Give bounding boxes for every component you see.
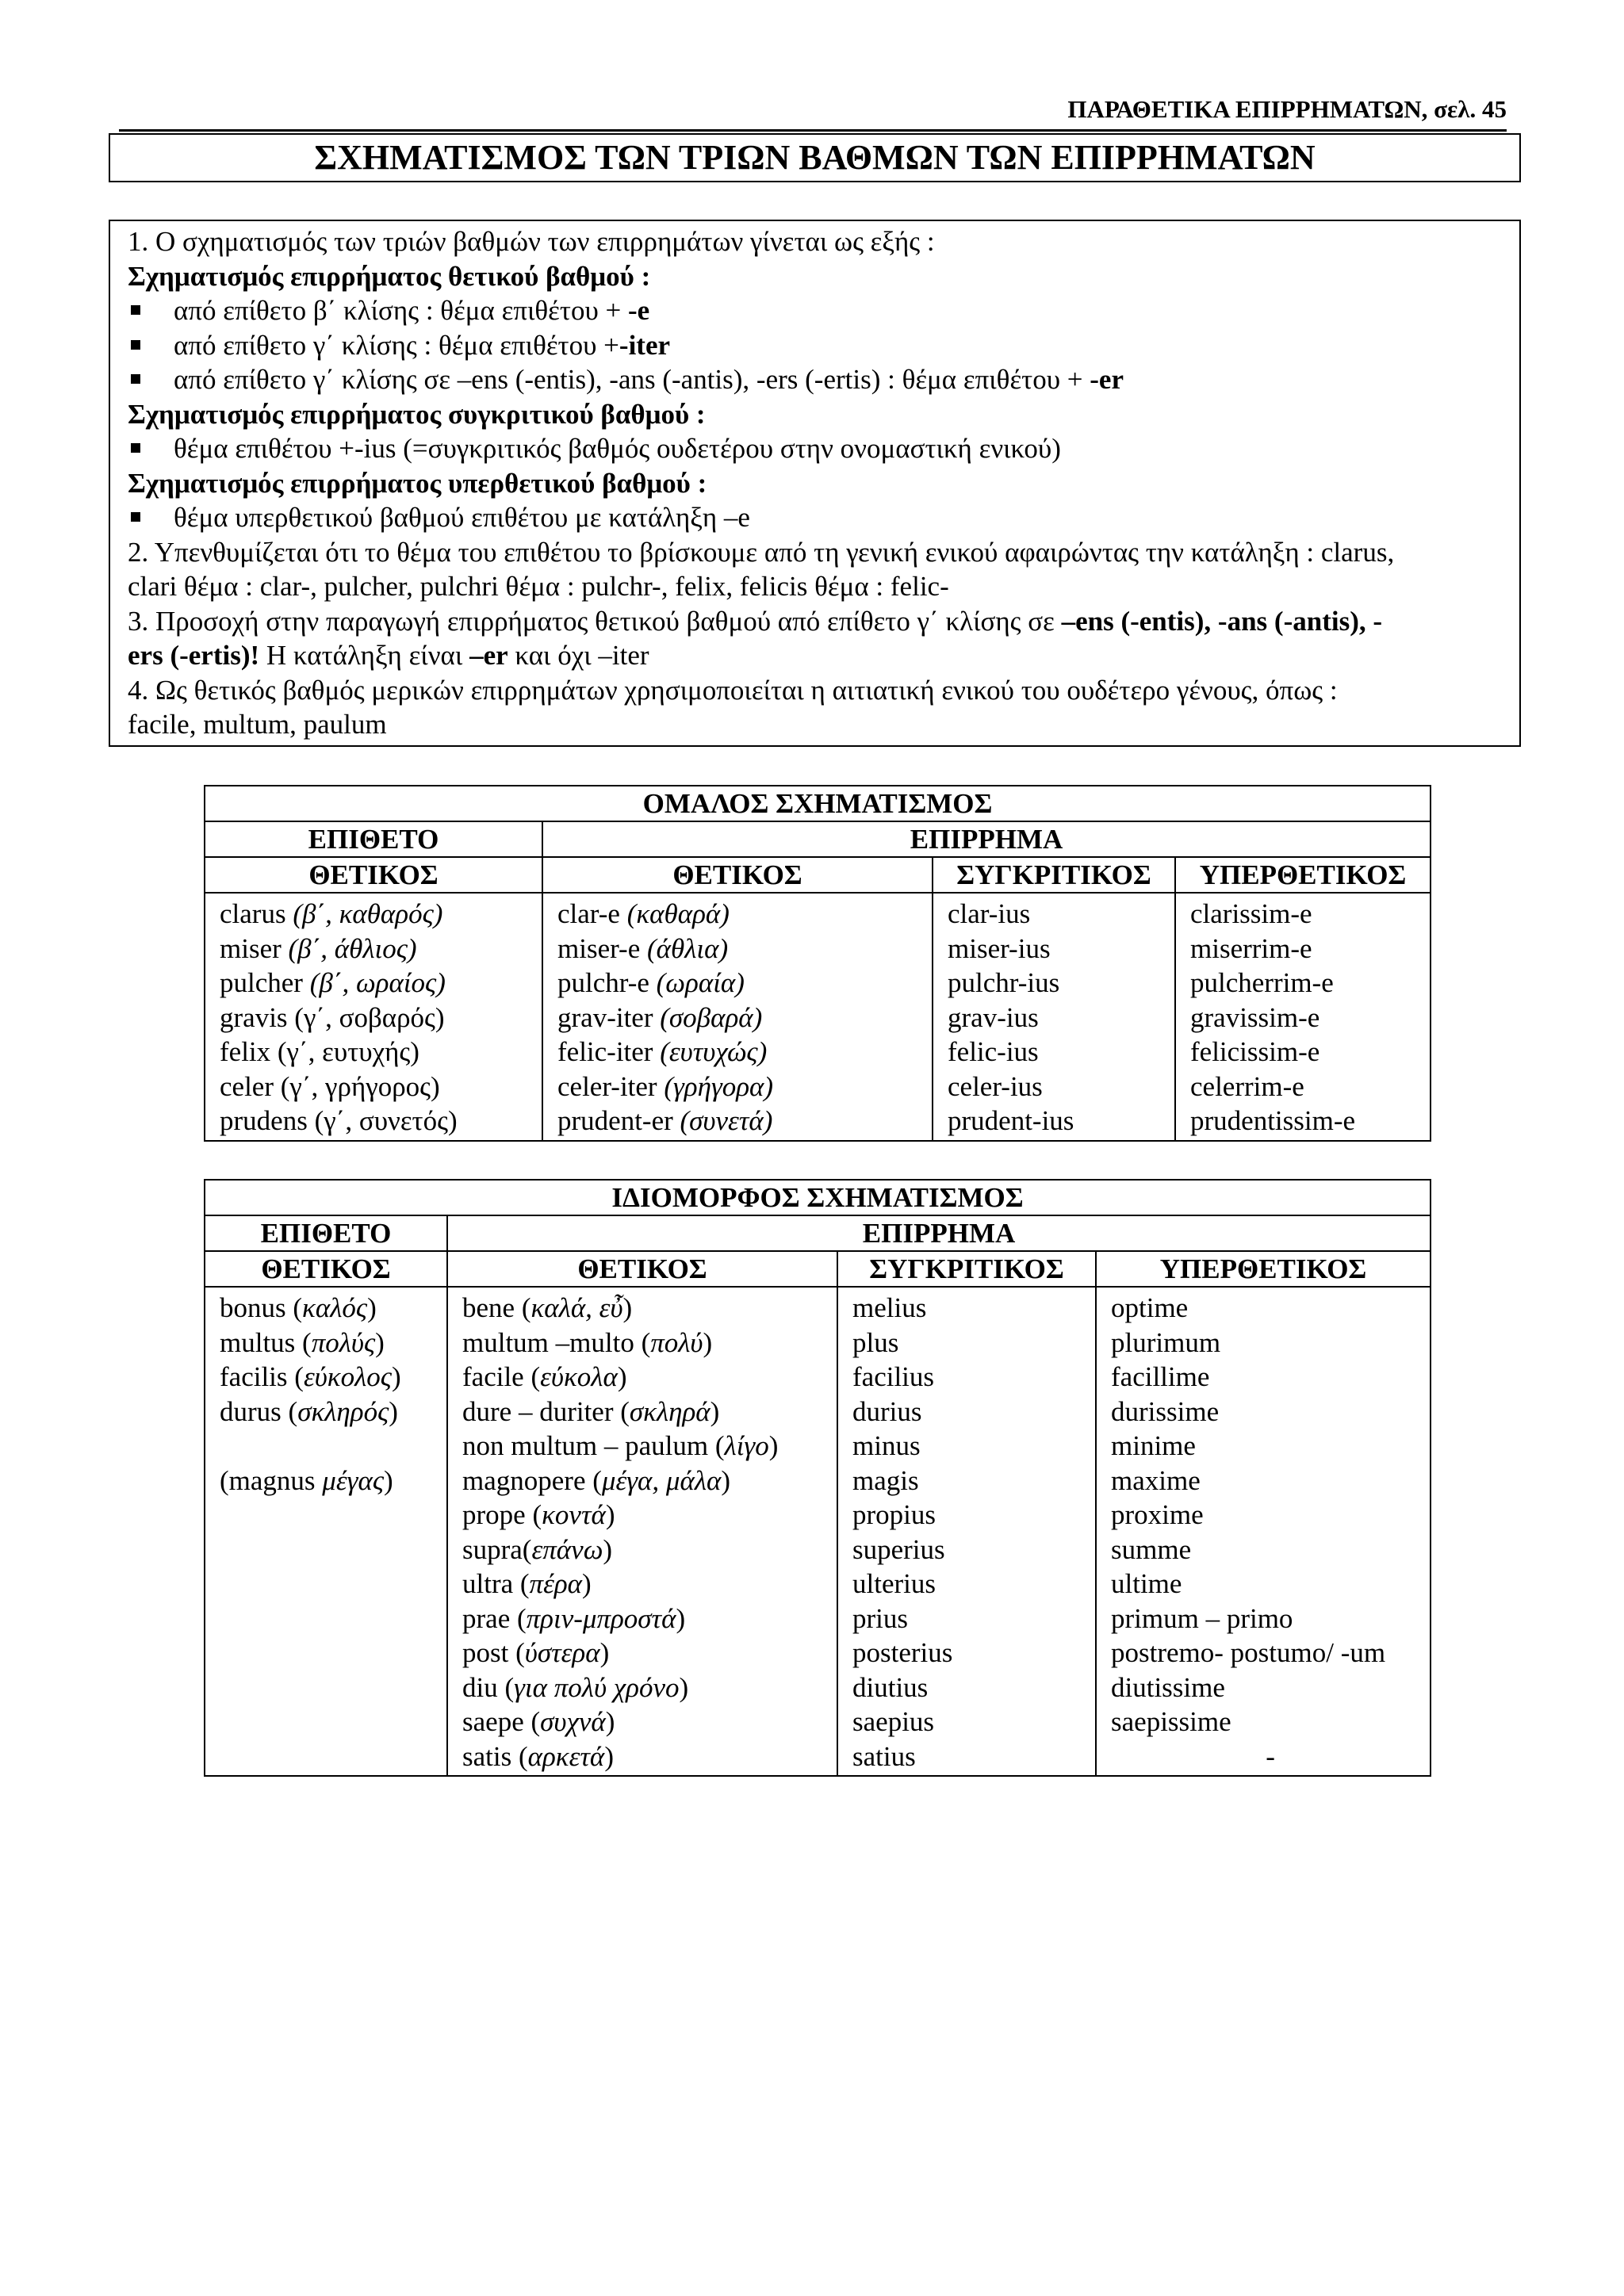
comparative-word: propius: [852, 1499, 936, 1530]
comparative-word: ulterius: [852, 1568, 936, 1599]
column-header: ΘΕΤΙΚΟΣ: [205, 857, 542, 893]
superlative-cell: [1111, 1326, 1430, 1360]
positive-paren: ): [768, 1430, 779, 1461]
comparative-cell: [852, 1601, 1095, 1636]
superlative-word: pulcherrim-e: [1190, 967, 1334, 998]
bullet-square-icon: [131, 374, 140, 384]
positive-cell: [557, 1104, 932, 1138]
comparative-word: superius: [852, 1533, 945, 1565]
positive-cell: [462, 1739, 837, 1774]
positive-word: pulchr-e: [557, 967, 649, 998]
positive-gloss: (συνετά): [680, 1105, 773, 1136]
superlative-cell: [1111, 1601, 1430, 1636]
superlative-word: ultime: [1111, 1568, 1182, 1599]
adjective-gloss: σκληρός: [297, 1395, 389, 1427]
column-header: ΥΠΕΡΘΕΤΙΚΟΣ: [1096, 1251, 1431, 1287]
adjective-word: multus (: [220, 1326, 312, 1358]
irregular-formation-table: [204, 1179, 1431, 1777]
positive-gloss: (ευτυχώς): [660, 1036, 768, 1067]
positive-column: [447, 1287, 837, 1776]
comparative-word: posterius: [852, 1637, 953, 1668]
positive-word: grav-iter: [557, 1001, 653, 1033]
adjective-cell: [220, 1360, 446, 1395]
positive-paren: ): [721, 1464, 731, 1496]
adjective-cell: [220, 1429, 446, 1464]
positive-paren: ): [622, 1292, 633, 1323]
superlative-cell: [1111, 1705, 1430, 1739]
superlative-cell: [1111, 1670, 1430, 1705]
superlative-column: [1175, 893, 1431, 1141]
adjective-gloss: (γ΄, γρήγορος): [280, 1070, 440, 1102]
superlative-cell: [1111, 1739, 1430, 1774]
superlative-cell: [1111, 1636, 1430, 1670]
positive-cell: [557, 1001, 932, 1035]
comparative-word: celer-ius: [948, 1070, 1043, 1102]
adjective-cell: [220, 932, 542, 966]
positive-bullet-1: από επίθετο β΄ κλίσης : θέμα επιθέτου + -e: [128, 293, 1503, 328]
adjective-cell: [220, 1670, 446, 1705]
superlative-column: [1096, 1287, 1431, 1776]
superlative-word: prudentissim-e: [1190, 1105, 1356, 1136]
column-header: ΘΕΤΙΚΟΣ: [205, 1251, 447, 1287]
positive-word: post (: [462, 1637, 525, 1668]
positive-gloss: για πολύ χρόνο: [514, 1671, 680, 1703]
comparative-cell: [852, 1705, 1095, 1739]
adjective-word: celer: [220, 1070, 274, 1102]
comparative-word: saepius: [852, 1706, 935, 1737]
comparative-word: plus: [852, 1326, 899, 1358]
rule-3a: 3. Προσοχή στην παραγωγή επιρρήματος θετικού βαθμού από επίθετο γ΄ κλίσης σε –ens (-entis), -ans (-antis), -: [128, 605, 1383, 637]
positive-cell: [557, 897, 932, 932]
positive-cell: [557, 1070, 932, 1104]
positive-gloss: καλά, εὖ: [530, 1292, 623, 1323]
running-header: ΠΑΡΑΘΕΤΙΚΑ ΕΠΙΡΡΗΜΑΤΩΝ, σελ. 45: [1067, 95, 1507, 123]
positive-cell: [462, 1601, 837, 1636]
positive-cell: [557, 966, 932, 1001]
adjective-cell: [220, 1567, 446, 1601]
positive-word: prae (: [462, 1602, 527, 1634]
positive-word: saepe (: [462, 1706, 541, 1737]
superlative-word: plurimum: [1111, 1326, 1221, 1358]
adjective-gloss: πολύς: [311, 1326, 376, 1358]
adjective-cell: [220, 1498, 446, 1533]
comparative-cell: [852, 1739, 1095, 1774]
adjective-gloss: (γ΄, σοβαρός): [294, 1001, 445, 1033]
adjective-cell: [220, 1533, 446, 1567]
superlative-cell: [1190, 1104, 1430, 1138]
positive-paren: ): [605, 1706, 615, 1737]
adjective-word: prudens: [220, 1105, 308, 1136]
adjective-cell: [220, 1070, 542, 1104]
superlative-cell: [1111, 1567, 1430, 1601]
positive-cell: [462, 1705, 837, 1739]
adjective-gloss: (β΄, καθαρός): [293, 898, 443, 929]
adjective-word: durus (: [220, 1395, 298, 1427]
comparative-cell: [852, 1464, 1095, 1498]
superlative-word: durissime: [1111, 1395, 1220, 1427]
adjective-gloss: (β΄, άθλιος): [288, 932, 417, 964]
superlative-word: primum – primo: [1111, 1602, 1293, 1634]
comparative-cell: [852, 1498, 1095, 1533]
positive-cell: [462, 1498, 837, 1533]
adjective-gloss: μέγας: [322, 1464, 385, 1496]
adjective-word: (magnus: [220, 1464, 323, 1496]
positive-cell: [462, 1567, 837, 1601]
adjective-column: [205, 1287, 447, 1776]
adjective-gloss: καλός: [302, 1292, 368, 1323]
rule-intro: 1. Ο σχηματισμός των τριών βαθμών των επιρρημάτων γίνεται ως εξής :: [128, 226, 935, 257]
superlative-word: saepissime: [1111, 1706, 1231, 1737]
column-header: ΣΥΓΚΡΙΤΙΚΟΣ: [933, 857, 1175, 893]
positive-column: [542, 893, 933, 1141]
positive-cell: [462, 1326, 837, 1360]
comparative-word: pulchr-ius: [948, 967, 1060, 998]
superlative-word: postremo- postumo/ -um: [1111, 1637, 1386, 1668]
positive-gloss: αρκετά: [527, 1740, 605, 1772]
table-title: ΙΔΙΟΜΟΡΦΟΣ ΣΧΗΜΑΤΙΣΜΟΣ: [205, 1180, 1431, 1215]
adjective-gloss: (γ΄, ευτυχής): [277, 1036, 419, 1067]
rule-2b: clari θέμα : clar-, pulcher, pulchri θέμα : pulchr-, felix, felicis θέμα : felic-: [128, 571, 949, 602]
table-title: ΟΜΑΛΟΣ ΣΧΗΜΑΤΙΣΜΟΣ: [205, 786, 1431, 821]
positive-gloss: (καθαρά): [626, 898, 730, 929]
adjective-word: facilis (: [220, 1361, 304, 1392]
adjective-cell: [220, 1636, 446, 1670]
superlative-word: miserrim-e: [1190, 932, 1312, 964]
positive-gloss: σκληρά: [629, 1395, 710, 1427]
superlative-cell: [1190, 1035, 1430, 1070]
comparative-word: felic-ius: [948, 1036, 1039, 1067]
positive-gloss: επάνω: [531, 1533, 603, 1565]
superlative-word: facillime: [1111, 1361, 1210, 1392]
column-header: ΘΕΤΙΚΟΣ: [542, 857, 933, 893]
positive-cell: [462, 1429, 837, 1464]
positive-paren: ): [603, 1533, 613, 1565]
comparative-column: [933, 893, 1175, 1141]
positive-cell: [462, 1464, 837, 1498]
superlative-word: gravissim-e: [1190, 1001, 1320, 1033]
positive-word: clar-e: [557, 898, 620, 929]
positive-heading: Σχηματισμός επιρρήματος θετικού βαθμού :: [128, 260, 651, 292]
regular-formation-table: [204, 785, 1431, 1142]
positive-cell: [557, 932, 932, 966]
positive-paren: ): [617, 1361, 627, 1392]
superlative-cell: [1111, 1498, 1430, 1533]
adjective-paren: ): [375, 1326, 385, 1358]
comparative-cell: [948, 1001, 1174, 1035]
adjective-cell: [220, 1001, 542, 1035]
positive-word: prope (: [462, 1499, 542, 1530]
adjective-cell: [220, 1395, 446, 1429]
superlative-word: maxime: [1111, 1464, 1201, 1496]
comparative-bullet: θέμα επιθέτου +-ius (=συγκριτικός βαθμός ουδετέρου στην ονομαστική ενικού): [128, 431, 1503, 466]
comparative-heading: Σχηματισμός επιρρήματος συγκριτικού βαθμού :: [128, 398, 706, 430]
rule-4a: 4. Ως θετικός βαθμός μερικών επιρρημάτων χρησιμοποιείται η αιτιατική ενικού του ουδέτερο γένους, όπως :: [128, 674, 1338, 706]
superlative-word: summe: [1111, 1533, 1192, 1565]
adjective-cell: [220, 897, 542, 932]
positive-cell: [462, 1533, 837, 1567]
positive-gloss: κοντά: [542, 1499, 606, 1530]
comparative-cell: [948, 932, 1174, 966]
comparative-cell: [852, 1429, 1095, 1464]
positive-word: diu (: [462, 1671, 515, 1703]
column-header: ΘΕΤΙΚΟΣ: [447, 1251, 837, 1287]
superlative-cell: [1190, 932, 1430, 966]
superlative-cell: [1111, 1464, 1430, 1498]
positive-paren: ): [604, 1740, 614, 1772]
bullet-square-icon: [131, 512, 140, 522]
adjective-gloss: (γ΄, συνετός): [314, 1105, 458, 1136]
comparative-word: magis: [852, 1464, 919, 1496]
superlative-word: -: [1266, 1740, 1275, 1772]
comparative-cell: [852, 1360, 1095, 1395]
positive-word: facile (: [462, 1361, 541, 1392]
adjective-cell: [220, 966, 542, 1001]
positive-gloss: πριν-μπροστά: [526, 1602, 676, 1634]
comparative-cell: [852, 1326, 1095, 1360]
superlative-cell: [1190, 897, 1430, 932]
adjective-header: ΕΠΙΘΕΤΟ: [205, 1215, 447, 1251]
superlative-cell: [1190, 1070, 1430, 1104]
positive-cell: [462, 1670, 837, 1705]
positive-word: satis (: [462, 1740, 528, 1772]
rule-3b: ers (-ertis)! Η κατάληξη είναι –er και όχι –iter: [128, 640, 649, 671]
adjective-cell: [220, 1739, 446, 1774]
page-title: ΣΧΗΜΑΤΙΣΜΟΣ ΤΩΝ ΤΡΙΩΝ ΒΑΘΜΩΝ ΤΩΝ ΕΠΙΡΡΗΜΑΤΩΝ: [109, 133, 1521, 182]
comparative-cell: [852, 1533, 1095, 1567]
adjective-word: bonus (: [220, 1292, 303, 1323]
positive-word: multum –multo (: [462, 1326, 651, 1358]
positive-gloss: (άθλια): [647, 932, 729, 964]
adjective-word: felix: [220, 1036, 271, 1067]
comparative-word: prius: [852, 1602, 908, 1634]
superlative-cell: [1111, 1533, 1430, 1567]
comparative-word: clar-ius: [948, 898, 1031, 929]
adjective-header: ΕΠΙΘΕΤΟ: [205, 821, 542, 857]
adjective-column: [205, 893, 542, 1141]
adjective-cell: [220, 1464, 446, 1498]
positive-gloss: εύκολα: [540, 1361, 618, 1392]
positive-cell: [557, 1035, 932, 1070]
positive-word: ultra (: [462, 1568, 530, 1599]
adverb-header: ΕΠΙΡΡΗΜΑ: [542, 821, 1431, 857]
positive-paren: ): [679, 1671, 689, 1703]
header-rule: [119, 129, 1507, 132]
bullet-square-icon: [131, 305, 140, 315]
adjective-word: miser: [220, 932, 282, 964]
comparative-cell: [852, 1670, 1095, 1705]
positive-word: non multum – paulum (: [462, 1430, 725, 1461]
superlative-word: minime: [1111, 1430, 1196, 1461]
positive-word: supra(: [462, 1533, 532, 1565]
superlative-word: felicissim-e: [1190, 1036, 1320, 1067]
bullet-square-icon: [131, 443, 140, 453]
positive-gloss: λίγο: [724, 1430, 769, 1461]
positive-gloss: (γρήγορα): [664, 1070, 774, 1102]
adjective-cell: [220, 1705, 446, 1739]
superlative-cell: [1111, 1360, 1430, 1395]
adjective-word: pulcher: [220, 967, 303, 998]
comparative-cell: [852, 1395, 1095, 1429]
positive-paren: ): [599, 1637, 610, 1668]
comparative-word: facilius: [852, 1361, 935, 1392]
positive-word: felic-iter: [557, 1036, 653, 1067]
positive-bullet-2: από επίθετο γ΄ κλίσης : θέμα επιθέτου +-iter: [128, 328, 1503, 363]
superlative-bullet: θέμα υπερθετικού βαθμού επιθέτου με κατάληξη –e: [128, 500, 1503, 535]
comparative-word: grav-ius: [948, 1001, 1039, 1033]
positive-gloss: μέγα, μάλα: [601, 1464, 722, 1496]
superlative-word: optime: [1111, 1292, 1189, 1323]
adjective-gloss: εύκολος: [303, 1361, 392, 1392]
superlative-word: proxime: [1111, 1499, 1204, 1530]
adjective-word: clarus: [220, 898, 286, 929]
superlative-cell: [1190, 966, 1430, 1001]
positive-gloss: πολύ: [650, 1326, 703, 1358]
rules-box: [109, 220, 1521, 747]
superlative-heading: Σχηματισμός επιρρήματος υπερθετικού βαθμού :: [128, 467, 707, 499]
comparative-word: melius: [852, 1292, 927, 1323]
positive-paren: ): [605, 1499, 615, 1530]
positive-cell: [462, 1360, 837, 1395]
comparative-word: prudent-ius: [948, 1105, 1074, 1136]
adjective-cell: [220, 1035, 542, 1070]
comparative-cell: [948, 1104, 1174, 1138]
positive-paren: ): [676, 1602, 686, 1634]
adverb-header: ΕΠΙΡΡΗΜΑ: [447, 1215, 1431, 1251]
positive-word: bene (: [462, 1292, 531, 1323]
positive-paren: ): [710, 1395, 720, 1427]
positive-gloss: (σοβαρά): [660, 1001, 763, 1033]
adjective-cell: [220, 1601, 446, 1636]
adjective-paren: ): [384, 1464, 393, 1496]
adjective-paren: ): [367, 1292, 377, 1323]
comparative-cell: [852, 1291, 1095, 1326]
positive-gloss: συχνά: [540, 1706, 606, 1737]
rule-4b: facile, multum, paulum: [128, 709, 387, 740]
superlative-word: celerrim-e: [1190, 1070, 1304, 1102]
superlative-cell: [1111, 1291, 1430, 1326]
adjective-gloss: (β΄, ωραίος): [309, 967, 446, 998]
positive-gloss: πέρα: [529, 1568, 583, 1599]
positive-gloss: (ωραία): [656, 967, 745, 998]
adjective-paren: ): [391, 1361, 401, 1392]
comparative-word: minus: [852, 1430, 921, 1461]
superlative-cell: [1111, 1395, 1430, 1429]
column-header: ΥΠΕΡΘΕΤΙΚΟΣ: [1175, 857, 1431, 893]
adjective-paren: ): [389, 1395, 398, 1427]
comparative-word: satius: [852, 1740, 916, 1772]
superlative-word: clarissim-e: [1190, 898, 1312, 929]
adjective-cell: [220, 1104, 542, 1138]
superlative-cell: [1190, 1001, 1430, 1035]
column-header: ΣΥΓΚΡΙΤΙΚΟΣ: [837, 1251, 1096, 1287]
comparative-word: miser-ius: [948, 932, 1051, 964]
comparative-cell: [948, 966, 1174, 1001]
positive-paren: ): [703, 1326, 713, 1358]
comparative-word: diutius: [852, 1671, 929, 1703]
superlative-cell: [1111, 1429, 1430, 1464]
comparative-cell: [948, 897, 1174, 932]
positive-cell: [462, 1291, 837, 1326]
comparative-cell: [948, 1070, 1174, 1104]
comparative-word: durius: [852, 1395, 922, 1427]
superlative-word: diutissime: [1111, 1671, 1225, 1703]
comparative-cell: [852, 1567, 1095, 1601]
positive-word: prudent-er: [557, 1105, 673, 1136]
rule-2a: 2. Υπενθυμίζεται ότι το θέμα του επιθέτου το βρίσκουμε από τη γενική ενικού αφαιρώντας την κατάληξη : clarus,: [128, 536, 1395, 568]
adjective-cell: [220, 1291, 446, 1326]
positive-word: magnopere (: [462, 1464, 602, 1496]
comparative-cell: [852, 1636, 1095, 1670]
comparative-cell: [948, 1035, 1174, 1070]
positive-cell: [462, 1636, 837, 1670]
positive-word: celer-iter: [557, 1070, 657, 1102]
positive-paren: ): [582, 1568, 592, 1599]
positive-cell: [462, 1395, 837, 1429]
bullet-square-icon: [131, 340, 140, 350]
positive-word: miser-e: [557, 932, 641, 964]
positive-bullet-3: από επίθετο γ΄ κλίσης σε –ens (-entis), -ans (-antis), -ers (-ertis) : θέμα επιθέτου + -er: [128, 362, 1503, 397]
positive-gloss: ύστερα: [524, 1637, 600, 1668]
adjective-cell: [220, 1326, 446, 1360]
adjective-word: gravis: [220, 1001, 288, 1033]
positive-word: dure – duriter (: [462, 1395, 630, 1427]
comparative-column: [837, 1287, 1096, 1776]
